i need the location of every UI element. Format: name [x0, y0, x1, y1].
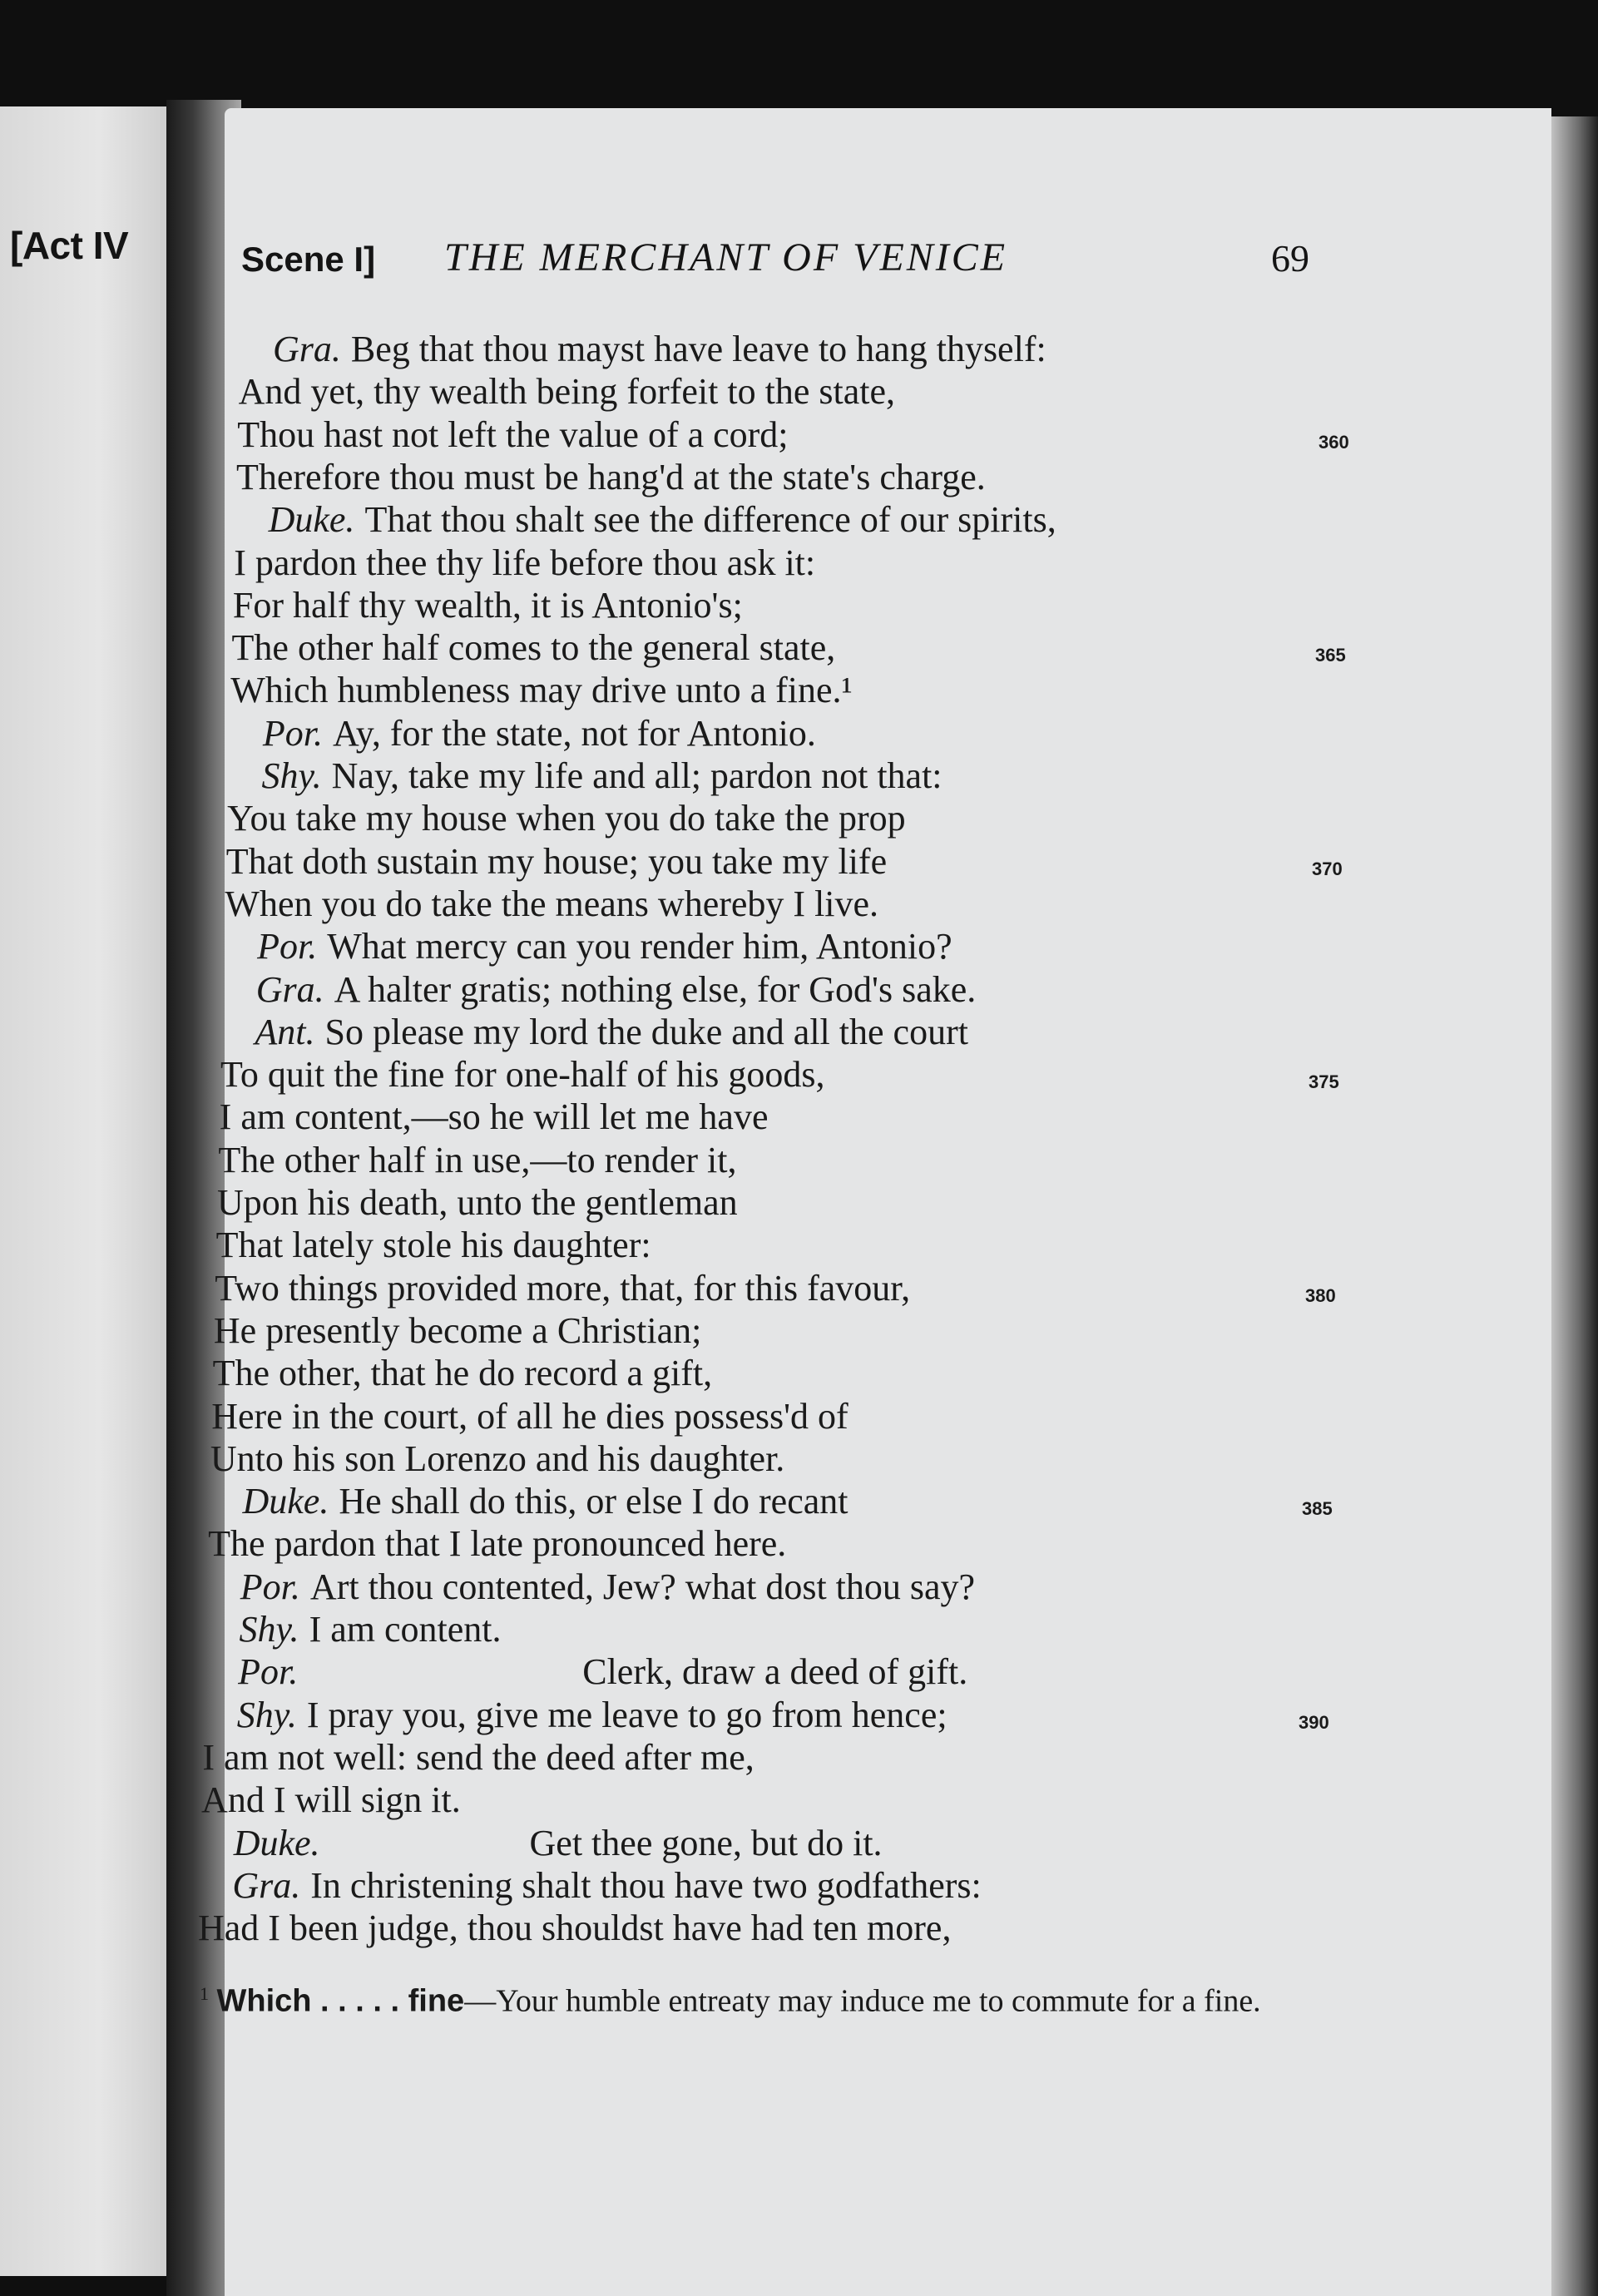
verse-line: [237, 413, 789, 455]
speaker-name: Por.: [257, 926, 318, 967]
verse-line: [208, 1523, 787, 1565]
line-text: Clerk, draw a deed of gift.: [582, 1651, 968, 1693]
verse-line: [236, 1694, 947, 1735]
line-text: For half thy wealth, it is Antonio's;: [232, 584, 743, 626]
verse-line: [232, 1864, 982, 1906]
act-header: [Act IV: [10, 224, 129, 267]
line-text: Here in the court, of all he dies possess'd of: [211, 1395, 848, 1437]
line-text: I am content,—so he will let me have: [219, 1096, 769, 1138]
line-text: Get thee gone, but do it.: [529, 1822, 883, 1863]
line-number: 365: [1315, 645, 1346, 666]
line-text: The pardon that I late pronounced here.: [208, 1523, 787, 1565]
verse-line: [268, 499, 1056, 541]
line-text: What mercy can you render him, Antonio?: [327, 926, 952, 967]
verse-line: [198, 1910, 951, 1947]
speaker-name: Ant.: [255, 1011, 315, 1052]
verse-line: [261, 755, 942, 796]
speaker-name: Duke.: [233, 1822, 320, 1863]
speaker-name: Shy.: [239, 1609, 299, 1650]
line-text: He presently become a Christian;: [213, 1309, 702, 1351]
footnote-marker: 1: [200, 1983, 209, 2004]
line-text: A halter gratis; nothing else, for God's sake.: [334, 968, 977, 1010]
line-text: Therefore thou must be hang'd at the state's charge.: [235, 456, 986, 497]
line-text: That doth sustain my house; you take my life: [225, 840, 888, 882]
speaker-name: Gra.: [255, 968, 324, 1010]
verse-line: [225, 840, 888, 882]
speaker-name: Gra.: [273, 329, 341, 369]
verse-line: [273, 331, 1046, 368]
footnote: [200, 1985, 1281, 2017]
footnote-text: —Your humble entreaty may induce me to commute for a fine.: [464, 1983, 1261, 2019]
verse-line: [238, 371, 895, 413]
line-text: The other, that he do record a gift,: [212, 1353, 713, 1394]
line-text: Had I been judge, thou shouldst have had ten more,: [198, 1908, 952, 1949]
verse-line: [243, 1483, 848, 1520]
line-number: 360: [1318, 431, 1349, 453]
line-text: I pardon thee thy life before thou ask it:: [234, 542, 816, 583]
verse-line: [239, 1611, 501, 1648]
book-title: THE MERCHANT OF VENICE: [444, 235, 1008, 280]
verse-line: [230, 672, 853, 709]
verse-line: [216, 1227, 651, 1264]
verse-line: [232, 584, 743, 626]
line-text: In christening shalt thou have two godfathers:: [310, 1864, 982, 1906]
speaker-name: Shy.: [236, 1694, 297, 1735]
verse-line: [255, 968, 977, 1010]
verse-line: [233, 1822, 883, 1863]
page-number: 69: [1271, 237, 1309, 280]
line-text: Thou hast not left the value of a cord;: [237, 413, 789, 455]
speaker-name: Gra.: [232, 1864, 301, 1906]
speaker-name: Por.: [262, 712, 323, 754]
line-text: Upon his death, unto the gentleman: [216, 1182, 738, 1223]
line-text: I am not well: send the deed after me,: [202, 1736, 754, 1778]
verse-line: [257, 928, 952, 965]
line-text: Beg that thou mayst have leave to hang thyself:: [350, 329, 1046, 369]
verse-line: [225, 883, 879, 924]
speaker-name: Duke.: [242, 1481, 329, 1522]
verse-line: [220, 1054, 825, 1096]
line-text: Unto his son Lorenzo and his daughter.: [210, 1437, 785, 1479]
verse-line: [210, 1437, 785, 1479]
verse-line: [240, 1566, 976, 1607]
line-text: Which humbleness may drive unto a fine.¹: [230, 670, 853, 711]
speaker-name: Shy.: [261, 755, 322, 796]
verse-line: [234, 542, 816, 583]
line-text: And I will sign it.: [201, 1779, 461, 1821]
verse-line: [219, 1096, 769, 1138]
verse-line: [213, 1309, 702, 1351]
line-text: I pray you, give me leave to go from hence;: [306, 1694, 947, 1735]
verse-line: [216, 1182, 738, 1223]
line-number: 385: [1302, 1498, 1333, 1520]
verse-line: [235, 456, 986, 497]
speaker-name: Por.: [238, 1651, 299, 1693]
line-number: 390: [1299, 1711, 1329, 1733]
verse-line: [262, 712, 816, 754]
line-text: So please my lord the duke and all the court: [324, 1011, 968, 1052]
line-text: Ay, for the state, not for Antonio.: [332, 712, 816, 754]
verse-line: [211, 1395, 848, 1437]
line-text: To quit the fine for one-half of his goods,: [220, 1054, 825, 1096]
line-text: And yet, thy wealth being forfeit to the state,: [238, 371, 895, 413]
scene-label: Scene I]: [241, 240, 376, 279]
line-text: Nay, take my life and all; pardon not that:: [331, 755, 942, 796]
line-text: Two things provided more, that, for this favour,: [215, 1267, 911, 1309]
verse-line: [231, 627, 836, 669]
speaker-name: Por.: [240, 1566, 300, 1607]
verse-line: [202, 1736, 754, 1778]
footnote-key: Which . . . . . fine: [216, 1983, 465, 2019]
line-text: You take my house when you do take the prop: [227, 798, 906, 839]
verse-line: [255, 1011, 968, 1052]
verse-line: [215, 1267, 911, 1309]
line-number: 370: [1312, 858, 1343, 879]
speaker-name: Duke.: [268, 499, 355, 541]
verse-line: [213, 1355, 713, 1392]
verse-line: [227, 800, 906, 837]
line-number: 380: [1305, 1284, 1336, 1306]
verse-line: [218, 1139, 737, 1180]
line-text: Art thou contented, Jew? what dost thou say?: [309, 1566, 976, 1607]
line-text: That lately stole his daughter:: [215, 1225, 651, 1266]
line-number: 375: [1309, 1071, 1339, 1093]
line-text: When you do take the means whereby I live.: [225, 883, 879, 924]
verse-line: [201, 1779, 461, 1821]
line-text: The other half comes to the general state,: [231, 627, 836, 669]
line-text: I am content.: [309, 1609, 502, 1650]
line-text: That thou shalt see the difference of our spirits,: [364, 499, 1056, 541]
line-text: The other half in use,—to render it,: [218, 1139, 737, 1180]
verse-line: [238, 1651, 968, 1693]
line-text: He shall do this, or else I do recant: [339, 1481, 848, 1522]
